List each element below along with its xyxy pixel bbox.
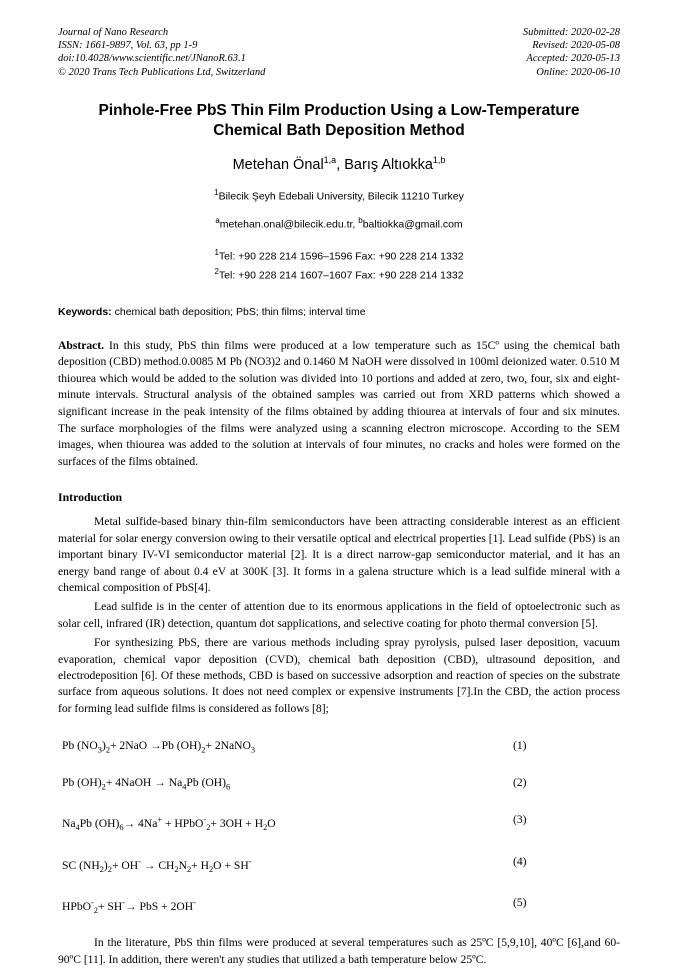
date-submitted: Submitted: 2020-02-28 [522,27,620,38]
intro-paragraph-2: Lead sulfide is in the center of attention due to its enormous applications in the field of optoelectronic such as solar cell, infrared (IR) detection, quantum dot sapplications, and selective coating for photo thermal conversion [5]. [58,600,620,630]
keywords [58,306,620,318]
tel-line-1 [58,245,620,265]
journal-header-right [523,26,620,79]
tel-2-marker: 2 [214,267,219,277]
equation-row-3 [58,804,620,845]
equation-row-1 [58,729,620,766]
equation-4-expression: SC $(NH_2)_2+ OH^- \to CH_2N_2+ H_2O + SH^-$ [62,856,252,874]
tel-1-marker: 1 [214,247,219,257]
intro-paragraph-1: Metal sulfide-based binary thin-film semiconductors have been attracting considerable interest as an efficient material for solar energy conversion owing to their versatile optical and electrical properties [1]. Lead sulfide (PbS) is an important binary IV-VI semiconductor material [2]. It is a direct narrow-gap semiconductor material, and it has an energy band range of about 0.4 eV at 300K [3]. It forms in a galena structure which is a lead sulfide mineral with a chemical composition of PbS[4]. [58,515,620,595]
keywords-value: chemical bath deposition; PbS; thin films; interval time [114,305,366,318]
author-separator: , [336,156,345,173]
journal-copyright: © 2020 Trans Tech Publications Ltd, Switzerland [58,66,266,78]
affiliation-text: Bilecik Şeyh Edebali University, Bilecik 11210 Turkey [218,190,464,203]
equation-2-expression: Pb $(OH)_2+$ 4NaOH → $Na_4Pb$ $(OH)_6$ [62,776,231,792]
equation-1-expression: Pb $(NO_3)_2+ 2NaO \to Pb$ $(OH)_2+$ 2NaNO$_3$ [62,738,256,755]
equation-3-expression: $Na_4Pb$ $(OH)_6\to 4Na^+$ + HPbO-$_2$+ $3OH + H_2O$ [62,815,276,833]
page-title [58,101,620,141]
equation-5-expression: HPbO-$_2$+ SH-→ PbS + 2OH- [62,897,196,915]
equation-5-number: (5) [513,895,527,909]
equation-1-number: (1) [513,738,527,752]
author-1-marker: 1,a [323,154,337,165]
journal-doi: doi:10.4028/www.scientific.net/JNanoR.63.1 [58,53,246,65]
abstract-label: Abstract. [58,338,105,352]
affiliation-marker: 1 [214,187,219,197]
tel-2-text: Tel: +90 228 214 1607–1607 Fax: +90 228 214 1332 [218,269,464,282]
journal-header-left [58,26,265,79]
journal-name: Journal of Nano Research [58,27,169,38]
email-a-marker: a [215,216,220,226]
section-heading-introduction: Introduction [58,490,123,505]
author-1-name: Metehan Önal [232,156,324,173]
contact-numbers [58,245,620,284]
abstract [58,338,620,471]
intro-paragraph-3: For synthesizing PbS, there are various methods including spray pyrolysis, pulsed laser deposition, vacuum evaporation, chemical vapor deposition (CVD), chemical bath deposition (CBD), ultrasound deposition, and electrodeposition [6]. Of these methods, CBD is based on successive adsorption and reaction of species on the substrate surface from aqueous solutions. It does not need complex or expensive instruments [7].In the CBD, the action process for forming lead sulfide films is considered as follows [8]; [58,636,620,715]
page-title-line-1: Pinhole-Free PbS Thin Film Production Using a Low-Temperature [98,101,580,119]
equation-row-2 [58,767,620,804]
author-list [58,155,620,173]
equation-list [58,729,620,927]
abstract-text: In this study, PbS thin films were produced at a low temperature such as 15Cº using the chemical bath deposition (CBD) method.0.0085 M Pb (NO3)2 and 0.1460 M NaOH were dissolved in 100ml deionized water. 0.510 M thiourea which would be added to the solution was divided into 10 portions and added at zero, two, four, six and eight-minute intervals. Structural analysis of the obtained samples was carried out from XRD patterns which showed a significant increase in the peak intensity of the films obtained by adding thiourea at intervals of four and six minutes. The surface morphologies of the films were analyzed using a scanning electron microscope. According to the SEM images, when thiourea was added to the solution at intervals of four minutes, no cracks and holes were formed on the surfaces of the films obtained. [58,338,620,468]
author-2-name: Barış Altıokka [344,156,433,173]
equation-4-number: (4) [513,854,527,868]
tel-1-text: Tel: +90 228 214 1596–1596 Fax: +90 228 214 1332 [218,250,464,263]
keywords-label: Keywords: [58,305,112,318]
page-title-line-2: Chemical Bath Deposition Method [213,121,465,139]
author-emails [58,213,620,233]
equation-row-5 [58,886,620,927]
closing-paragraph: In the literature, PbS thin films were produced at several temperatures such as 25ºC [5,9,10], 40ºC [6],and 60-90ºC [11]. In addition, there weren't any studies that utilized a bath temperature below 25ºC. [58,936,620,966]
affiliation [58,185,620,205]
equation-3-number: (3) [513,813,527,827]
author-2-marker: 1,b [432,154,446,165]
journal-header [58,26,620,79]
email-b: baltiokka@gmail.com [362,218,463,231]
date-accepted: Accepted: 2020-05-13 [526,53,620,65]
email-a: metehan.onal@bilecik.edu.tr, [219,218,359,231]
journal-issn: ISSN: 1661-9897, Vol. 63, pp 1-9 [58,40,198,52]
email-b-marker: b [358,216,363,226]
equation-row-4 [58,845,620,886]
equation-2-number: (2) [513,776,527,790]
date-revised: Revised: 2020-05-08 [532,40,620,52]
date-online: Online: 2020-06-10 [536,66,620,78]
tel-line-2 [58,264,620,284]
